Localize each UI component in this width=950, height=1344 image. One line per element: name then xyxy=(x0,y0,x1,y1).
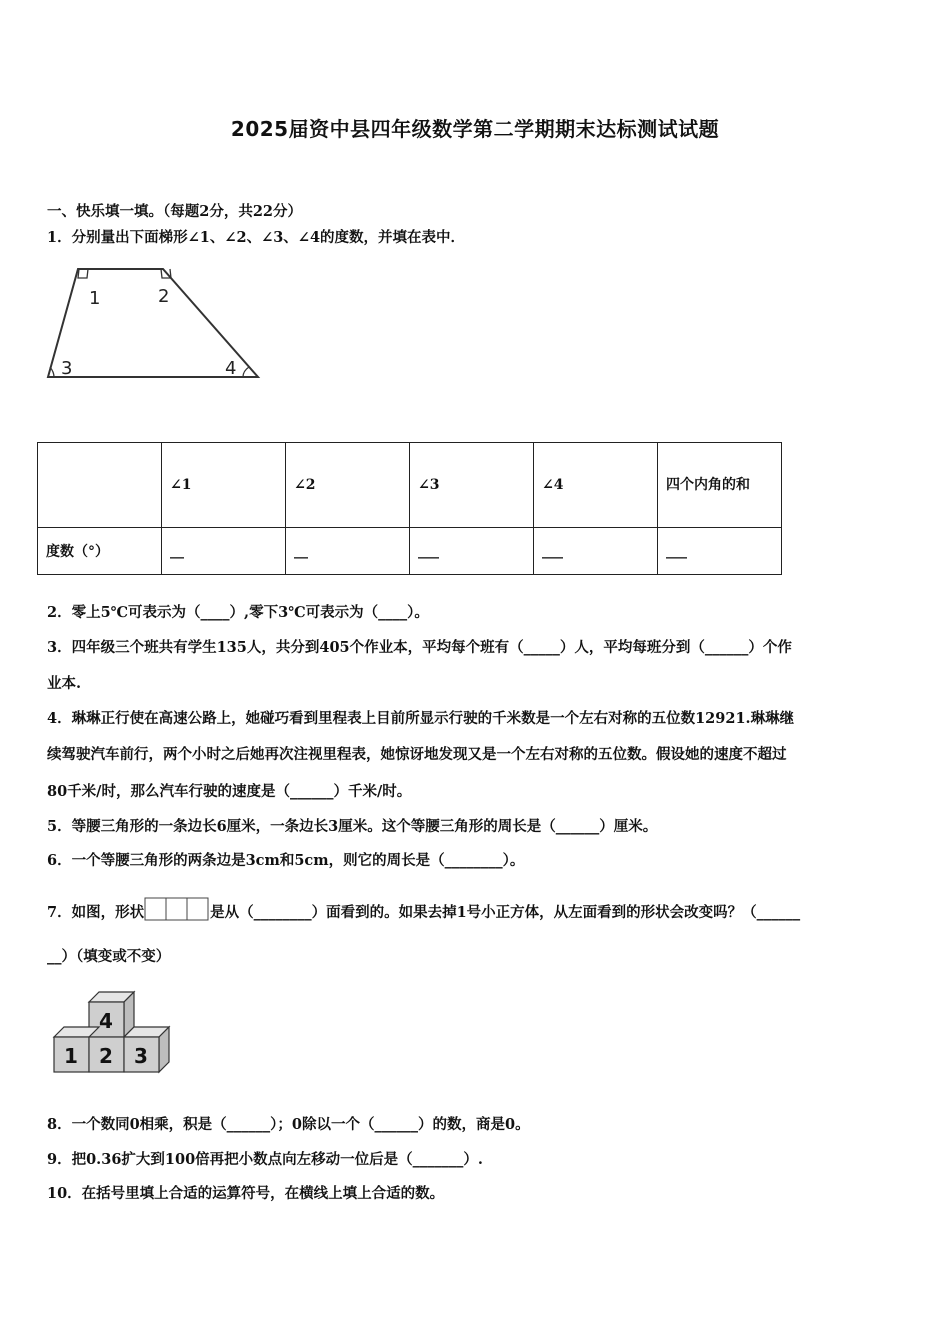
cube-label-1: 1 xyxy=(64,1044,78,1068)
cube-label-2: 2 xyxy=(99,1044,113,1068)
answer-blank[interactable]: __ xyxy=(162,528,286,575)
cube-label-3: 3 xyxy=(134,1044,148,1068)
question-10: 10．在括号里填上合适的运算符号，在横线上填上合适的数。 xyxy=(47,1185,445,1202)
angle-label-2: 2 xyxy=(158,286,170,307)
question-1: 1．分别量出下面梯形∠1、∠2、∠3、∠4的度数，并填在表中． xyxy=(47,229,466,246)
question-9: 9．把0.36扩大到100倍再把小数点向左移动一位后是（_______）. xyxy=(47,1151,483,1168)
table-header-cell: ∠3 xyxy=(410,443,534,528)
cube-stack-figure xyxy=(48,985,178,1075)
answer-blank[interactable]: ___ xyxy=(658,528,782,575)
question-3-line-1: 3．四年级三个班共有学生135人，共分到405个作业本，平均每个班有（_____）人，平均每班分到（______）个作 xyxy=(47,639,792,656)
table-header-row xyxy=(38,443,782,528)
question-7-suffix: 是从（________）面看到的。如果去掉1号小正方体，从左面看到的形状会改变吗？（______ xyxy=(210,904,801,921)
question-5: 5．等腰三角形的一条边长6厘米，一条边长3厘米。这个等腰三角形的周长是（______）厘米。 xyxy=(47,818,658,835)
table-header-cell: ∠4 xyxy=(534,443,658,528)
question-2: 2．零上5℃可表示为（____）,零下3℃可表示为（____）。 xyxy=(47,604,429,621)
angle-label-1: 1 xyxy=(89,288,101,309)
table-row xyxy=(38,528,782,575)
question-7-line-2: __）（填变或不变） xyxy=(47,948,171,965)
page-title: 2025届资中县四年级数学第二学期期末达标测试试题 xyxy=(230,117,720,141)
section-heading: 一、快乐填一填。（每题2分，共22分） xyxy=(47,203,303,220)
table-header-cell xyxy=(38,443,162,528)
angle-label-3: 3 xyxy=(61,358,73,379)
table-row-label: 度数（°） xyxy=(38,528,162,575)
question-3-line-2: 业本. xyxy=(47,675,82,692)
question-4-line-1: 4．琳琳正行使在高速公路上，她碰巧看到里程表上目前所显示行驶的千米数是一个左右对称的五位数12921.琳琳继 xyxy=(47,710,795,727)
question-7-prefix: 7．如图，形状 xyxy=(47,904,145,921)
question-4-line-3: 80千米/时，那么汽车行驶的速度是（______）千米/时。 xyxy=(47,783,412,800)
question-7-line-1 xyxy=(47,897,800,923)
angle-table xyxy=(37,442,782,575)
trapezoid-figure xyxy=(44,264,264,384)
angle-label-4: 4 xyxy=(225,358,237,379)
question-6: 6．一个等腰三角形的两条边是3cm和5cm，则它的周长是（________）。 xyxy=(47,852,525,869)
answer-blank[interactable]: __ xyxy=(286,528,410,575)
question-8: 8．一个数同0相乘，积是（______）；0除以一个（______）的数，商是0。 xyxy=(47,1116,530,1133)
table-header-cell: ∠2 xyxy=(286,443,410,528)
view-shape-icon xyxy=(144,897,210,923)
question-4-line-2: 续驾驶汽车前行，两个小时之后她再次注视里程表，她惊讶地发现又是一个左右对称的五位数。假设她的速度不超过 xyxy=(47,746,787,763)
table-header-cell: ∠1 xyxy=(162,443,286,528)
answer-blank[interactable]: ___ xyxy=(410,528,534,575)
cube-label-4: 4 xyxy=(99,1009,113,1033)
table-header-cell: 四个内角的和 xyxy=(658,443,782,528)
answer-blank[interactable]: ___ xyxy=(534,528,658,575)
